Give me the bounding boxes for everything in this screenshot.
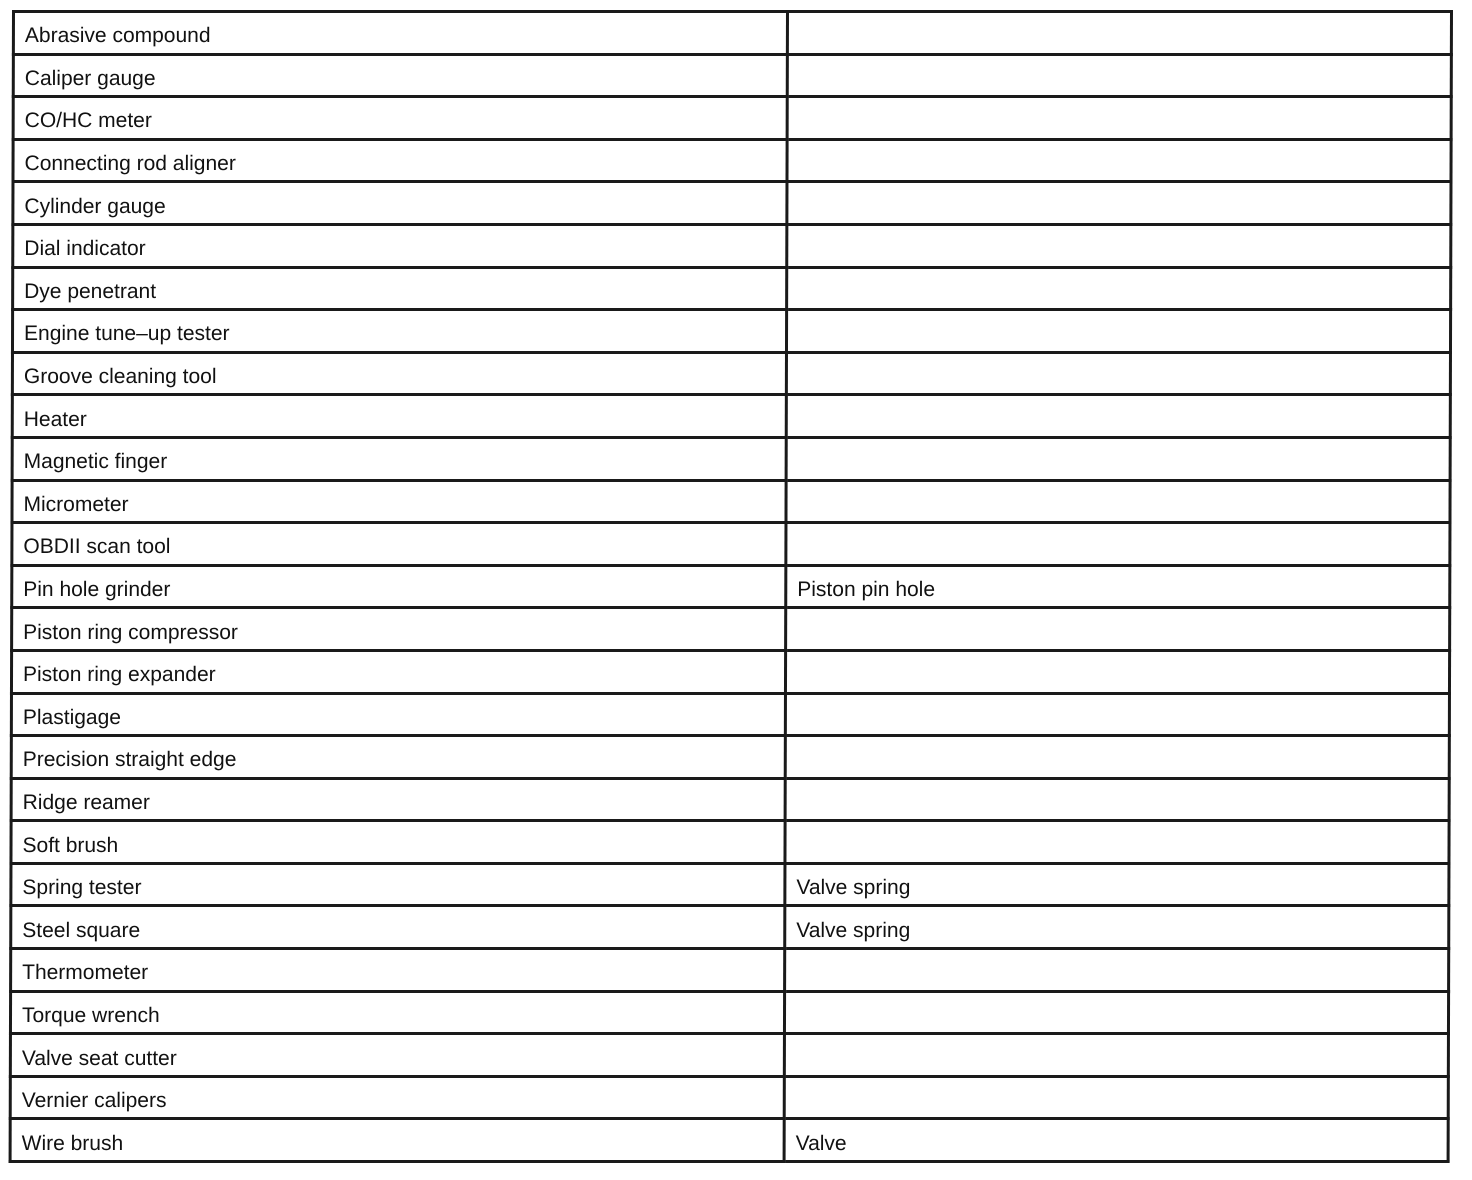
tool-use-cell[interactable] bbox=[786, 352, 1450, 395]
table-row bbox=[10, 1076, 1448, 1119]
tool-name-cell: Micrometer bbox=[12, 480, 786, 523]
tool-use-cell[interactable] bbox=[785, 650, 1449, 693]
tool-name-cell: Heater bbox=[12, 395, 786, 438]
tool-use-cell[interactable] bbox=[787, 12, 1451, 55]
table-row bbox=[12, 523, 1450, 566]
tool-name-cell: Spring tester bbox=[11, 863, 785, 906]
tool-name-cell: Magnetic finger bbox=[12, 437, 786, 480]
tool-name-cell: Piston ring compressor bbox=[12, 608, 786, 651]
tool-use-cell[interactable] bbox=[785, 949, 1449, 992]
table-row bbox=[10, 1119, 1448, 1162]
tool-name-cell: Connecting rod aligner bbox=[13, 139, 787, 182]
tool-use-cell[interactable] bbox=[785, 693, 1449, 736]
tool-use-cell[interactable] bbox=[785, 821, 1449, 864]
tool-use-cell[interactable] bbox=[787, 224, 1451, 267]
tool-use-cell[interactable] bbox=[787, 97, 1451, 140]
tool-name-cell: Precision straight edge bbox=[11, 736, 785, 779]
tool-name-cell: Groove cleaning tool bbox=[12, 352, 786, 395]
table-row bbox=[12, 480, 1450, 523]
table-row bbox=[12, 352, 1450, 395]
table-row bbox=[11, 693, 1449, 736]
tool-use-cell[interactable] bbox=[786, 310, 1450, 353]
table-row bbox=[12, 437, 1450, 480]
tool-use-cell[interactable] bbox=[787, 267, 1451, 310]
table-row bbox=[12, 565, 1450, 608]
tool-use-cell[interactable]: Valve spring bbox=[785, 863, 1449, 906]
table-row bbox=[10, 1034, 1448, 1077]
table-row bbox=[11, 906, 1449, 949]
tool-name-cell: Piston ring expander bbox=[11, 650, 785, 693]
tool-use-cell[interactable] bbox=[786, 523, 1450, 566]
tool-name-cell: Engine tune–up tester bbox=[12, 310, 786, 353]
tool-use-cell[interactable] bbox=[784, 1076, 1448, 1119]
table-row bbox=[12, 608, 1450, 651]
tool-use-cell[interactable] bbox=[785, 778, 1449, 821]
tool-use-cell[interactable]: Valve spring bbox=[785, 906, 1449, 949]
tool-use-cell[interactable]: Piston pin hole bbox=[786, 565, 1450, 608]
tool-use-cell[interactable] bbox=[786, 608, 1450, 651]
tool-name-cell: Cylinder gauge bbox=[13, 182, 787, 225]
tool-name-cell: Wire brush bbox=[10, 1119, 784, 1162]
tool-use-table bbox=[9, 10, 1453, 1163]
tool-name-cell: Vernier calipers bbox=[10, 1076, 784, 1119]
tool-name-cell: Valve seat cutter bbox=[10, 1034, 784, 1077]
tool-use-cell[interactable]: Valve bbox=[784, 1119, 1448, 1162]
tool-name-cell: Dye penetrant bbox=[13, 267, 787, 310]
table-row bbox=[13, 54, 1451, 97]
tool-name-cell: Plastigage bbox=[11, 693, 785, 736]
tool-use-cell[interactable] bbox=[785, 736, 1449, 779]
tool-name-cell: Soft brush bbox=[11, 821, 785, 864]
tool-name-cell: Caliper gauge bbox=[13, 54, 787, 97]
tool-use-cell[interactable] bbox=[784, 1034, 1448, 1077]
table-row bbox=[11, 736, 1449, 779]
tool-use-cell[interactable] bbox=[784, 991, 1448, 1034]
tool-name-cell: Thermometer bbox=[11, 949, 785, 992]
tool-name-cell: CO/HC meter bbox=[13, 97, 787, 140]
table-row bbox=[13, 97, 1451, 140]
table-row bbox=[13, 12, 1451, 55]
table-row bbox=[11, 821, 1449, 864]
table-body bbox=[10, 12, 1451, 1162]
table-row bbox=[13, 182, 1451, 225]
tool-name-cell: OBDII scan tool bbox=[12, 523, 786, 566]
tool-use-cell[interactable] bbox=[787, 139, 1451, 182]
tool-name-cell: Dial indicator bbox=[13, 224, 787, 267]
tool-name-cell: Abrasive compound bbox=[13, 12, 787, 55]
table-row bbox=[13, 139, 1451, 182]
table-row bbox=[13, 224, 1451, 267]
tool-name-cell: Torque wrench bbox=[10, 991, 784, 1034]
tool-name-cell: Steel square bbox=[11, 906, 785, 949]
table-row bbox=[12, 395, 1450, 438]
tool-use-cell[interactable] bbox=[787, 54, 1451, 97]
table-row bbox=[11, 650, 1449, 693]
tool-use-cell[interactable] bbox=[786, 395, 1450, 438]
table-row bbox=[11, 778, 1449, 821]
tool-use-cell[interactable] bbox=[787, 182, 1451, 225]
table-row bbox=[11, 949, 1449, 992]
tool-name-cell: Pin hole grinder bbox=[12, 565, 786, 608]
table-row bbox=[11, 863, 1449, 906]
tool-use-cell[interactable] bbox=[786, 480, 1450, 523]
table-row bbox=[13, 267, 1451, 310]
table-row bbox=[12, 310, 1450, 353]
tool-use-cell[interactable] bbox=[786, 437, 1450, 480]
table-row bbox=[10, 991, 1448, 1034]
tool-name-cell: Ridge reamer bbox=[11, 778, 785, 821]
